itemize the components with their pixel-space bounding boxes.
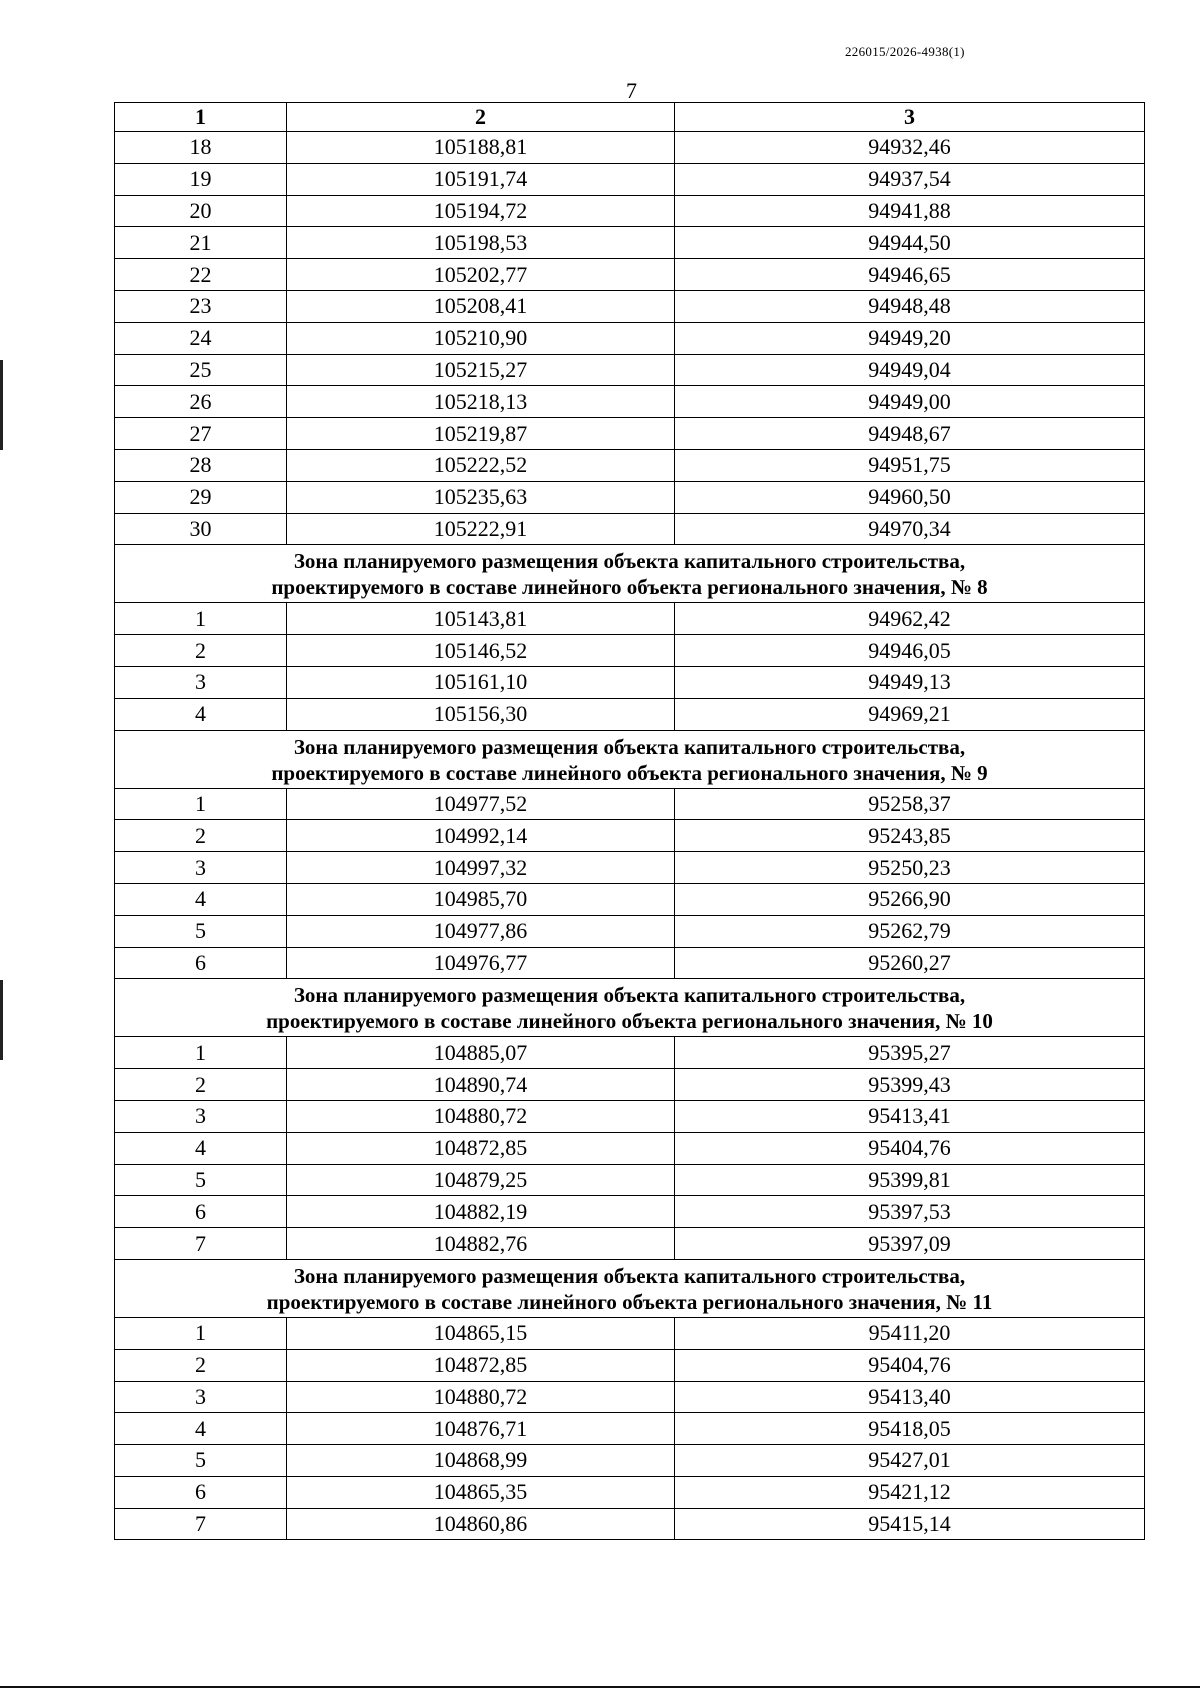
y-coordinate-cell: 94970,34 [675,513,1145,545]
x-coordinate-cell: 104997,32 [287,852,675,884]
x-coordinate-cell: 105210,90 [287,322,675,354]
zone-heading [115,979,1145,1037]
y-coordinate-cell: 94937,54 [675,163,1145,195]
table-row [115,227,1145,259]
table-row [115,1164,1145,1196]
point-number-cell: 5 [115,1445,287,1477]
y-coordinate-cell: 94932,46 [675,132,1145,164]
x-coordinate-cell: 104992,14 [287,820,675,852]
point-number-cell: 4 [115,698,287,730]
table-row [115,635,1145,667]
x-coordinate-cell: 105222,52 [287,449,675,481]
y-coordinate-cell: 95250,23 [675,852,1145,884]
point-number-cell: 2 [115,820,287,852]
x-coordinate-cell: 105194,72 [287,195,675,227]
table-row [115,915,1145,947]
x-coordinate-cell: 105202,77 [287,259,675,291]
x-coordinate-cell: 105222,91 [287,513,675,545]
point-number-cell: 27 [115,418,287,450]
point-number-cell: 29 [115,481,287,513]
table-row [115,1069,1145,1101]
y-coordinate-cell: 95395,27 [675,1037,1145,1069]
table-row [115,852,1145,884]
table-row [115,788,1145,820]
zone-heading-line-2: проектируемого в составе линейного объекта регионального значения, № 10 [266,1009,993,1034]
point-number-cell: 6 [115,1476,287,1508]
column-header-3: 3 [675,103,1145,132]
y-coordinate-cell: 94946,05 [675,635,1145,667]
y-coordinate-cell: 95266,90 [675,883,1145,915]
x-coordinate-cell: 104882,19 [287,1196,675,1228]
page-number: 7 [626,78,637,103]
x-coordinate-cell: 104885,07 [287,1037,675,1069]
table-row [115,1317,1145,1349]
table-header-row [115,103,1145,132]
table-row [115,1476,1145,1508]
x-coordinate-cell: 105218,13 [287,386,675,418]
y-coordinate-cell: 94949,13 [675,666,1145,698]
y-coordinate-cell: 94951,75 [675,449,1145,481]
table-row [115,1413,1145,1445]
table-row [115,1349,1145,1381]
y-coordinate-cell: 95404,76 [675,1132,1145,1164]
y-coordinate-cell: 95260,27 [675,947,1145,979]
point-number-cell: 30 [115,513,287,545]
table-row [115,322,1145,354]
table-row [115,947,1145,979]
table-row [115,1228,1145,1260]
table-row [115,820,1145,852]
zone-heading-row [115,979,1145,1037]
y-coordinate-cell: 94948,67 [675,418,1145,450]
x-coordinate-cell: 105161,10 [287,666,675,698]
y-coordinate-cell: 95399,81 [675,1164,1145,1196]
point-number-cell: 28 [115,449,287,481]
table-row [115,163,1145,195]
x-coordinate-cell: 104865,15 [287,1317,675,1349]
coordinates-table [114,102,1145,1540]
point-number-cell: 3 [115,666,287,698]
document-id: 226015/2026-4938(1) [845,44,965,59]
point-number-cell: 6 [115,947,287,979]
table-row [115,259,1145,291]
y-coordinate-cell: 94949,20 [675,322,1145,354]
zone-heading-line-2: проектируемого в составе линейного объекта регионального значения, № 8 [271,575,988,600]
x-coordinate-cell: 105188,81 [287,132,675,164]
x-coordinate-cell: 105219,87 [287,418,675,450]
table-row [115,1100,1145,1132]
y-coordinate-cell: 94949,04 [675,354,1145,386]
table-row [115,290,1145,322]
table-row [115,1508,1145,1540]
column-header-2: 2 [287,103,675,132]
y-coordinate-cell: 94960,50 [675,481,1145,513]
y-coordinate-cell: 95415,14 [675,1508,1145,1540]
point-number-cell: 2 [115,1349,287,1381]
x-coordinate-cell: 105198,53 [287,227,675,259]
point-number-cell: 2 [115,1069,287,1101]
point-number-cell: 19 [115,163,287,195]
point-number-cell: 4 [115,1413,287,1445]
y-coordinate-cell: 94949,00 [675,386,1145,418]
x-coordinate-cell: 104880,72 [287,1381,675,1413]
y-coordinate-cell: 94946,65 [675,259,1145,291]
point-number-cell: 22 [115,259,287,291]
point-number-cell: 1 [115,603,287,635]
y-coordinate-cell: 95399,43 [675,1069,1145,1101]
point-number-cell: 23 [115,290,287,322]
table-row [115,1445,1145,1477]
point-number-cell: 25 [115,354,287,386]
scan-edge-mark [0,980,3,1060]
point-number-cell: 7 [115,1228,287,1260]
table-row [115,481,1145,513]
zone-heading-line-2: проектируемого в составе линейного объекта регионального значения, № 9 [271,760,988,785]
zone-heading [115,545,1145,603]
x-coordinate-cell: 104860,86 [287,1508,675,1540]
y-coordinate-cell: 94962,42 [675,603,1145,635]
point-number-cell: 5 [115,915,287,947]
table-body [115,132,1145,1540]
x-coordinate-cell: 105191,74 [287,163,675,195]
y-coordinate-cell: 95397,09 [675,1228,1145,1260]
point-number-cell: 3 [115,1381,287,1413]
point-number-cell: 1 [115,1317,287,1349]
table-row [115,1132,1145,1164]
scan-bottom-line [0,1686,1200,1688]
x-coordinate-cell: 104872,85 [287,1349,675,1381]
x-coordinate-cell: 104880,72 [287,1100,675,1132]
point-number-cell: 5 [115,1164,287,1196]
point-number-cell: 4 [115,1132,287,1164]
y-coordinate-cell: 95411,20 [675,1317,1145,1349]
y-coordinate-cell: 95413,40 [675,1381,1145,1413]
point-number-cell: 7 [115,1508,287,1540]
scan-edge-mark [0,360,3,450]
x-coordinate-cell: 105215,27 [287,354,675,386]
table-row [115,132,1145,164]
y-coordinate-cell: 95413,41 [675,1100,1145,1132]
point-number-cell: 4 [115,883,287,915]
zone-heading-line-1: Зона планируемого размещения объекта капитального строительства, [293,734,966,759]
y-coordinate-cell: 95258,37 [675,788,1145,820]
table-row [115,1196,1145,1228]
point-number-cell: 20 [115,195,287,227]
point-number-cell: 2 [115,635,287,667]
x-coordinate-cell: 104977,86 [287,915,675,947]
point-number-cell: 26 [115,386,287,418]
table-row [115,666,1145,698]
table-row [115,354,1145,386]
y-coordinate-cell: 95404,76 [675,1349,1145,1381]
y-coordinate-cell: 95243,85 [675,820,1145,852]
x-coordinate-cell: 105146,52 [287,635,675,667]
x-coordinate-cell: 104976,77 [287,947,675,979]
x-coordinate-cell: 105208,41 [287,290,675,322]
x-coordinate-cell: 104876,71 [287,1413,675,1445]
point-number-cell: 1 [115,1037,287,1069]
table-row [115,1037,1145,1069]
x-coordinate-cell: 104977,52 [287,788,675,820]
table-row [115,1381,1145,1413]
x-coordinate-cell: 104879,25 [287,1164,675,1196]
point-number-cell: 21 [115,227,287,259]
x-coordinate-cell: 104872,85 [287,1132,675,1164]
x-coordinate-cell: 104868,99 [287,1445,675,1477]
point-number-cell: 1 [115,788,287,820]
table-row [115,513,1145,545]
y-coordinate-cell: 94941,88 [675,195,1145,227]
x-coordinate-cell: 105143,81 [287,603,675,635]
table-row [115,698,1145,730]
zone-heading-row [115,1259,1145,1317]
zone-heading-row [115,545,1145,603]
x-coordinate-cell: 104882,76 [287,1228,675,1260]
y-coordinate-cell: 95427,01 [675,1445,1145,1477]
y-coordinate-cell: 94944,50 [675,227,1145,259]
point-number-cell: 24 [115,322,287,354]
zone-heading [115,730,1145,788]
x-coordinate-cell: 105235,63 [287,481,675,513]
point-number-cell: 6 [115,1196,287,1228]
point-number-cell: 3 [115,852,287,884]
y-coordinate-cell: 95262,79 [675,915,1145,947]
x-coordinate-cell: 105156,30 [287,698,675,730]
table-row [115,386,1145,418]
zone-heading-row [115,730,1145,788]
table-row [115,418,1145,450]
table-row [115,603,1145,635]
table-row [115,449,1145,481]
table-row [115,195,1145,227]
zone-heading-line-1: Зона планируемого размещения объекта капитального строительства, [293,1263,966,1288]
x-coordinate-cell: 104985,70 [287,883,675,915]
y-coordinate-cell: 94969,21 [675,698,1145,730]
zone-heading-line-1: Зона планируемого размещения объекта капитального строительства, [293,549,966,574]
table-row [115,883,1145,915]
point-number-cell: 3 [115,1100,287,1132]
y-coordinate-cell: 94948,48 [675,290,1145,322]
zone-heading-line-1: Зона планируемого размещения объекта капитального строительства, [293,983,966,1008]
zone-heading [115,1259,1145,1317]
column-header-1: 1 [115,103,287,132]
y-coordinate-cell: 95418,05 [675,1413,1145,1445]
x-coordinate-cell: 104865,35 [287,1476,675,1508]
zone-heading-line-2: проектируемого в составе линейного объекта регионального значения, № 11 [266,1289,993,1314]
y-coordinate-cell: 95397,53 [675,1196,1145,1228]
y-coordinate-cell: 95421,12 [675,1476,1145,1508]
x-coordinate-cell: 104890,74 [287,1069,675,1101]
point-number-cell: 18 [115,132,287,164]
